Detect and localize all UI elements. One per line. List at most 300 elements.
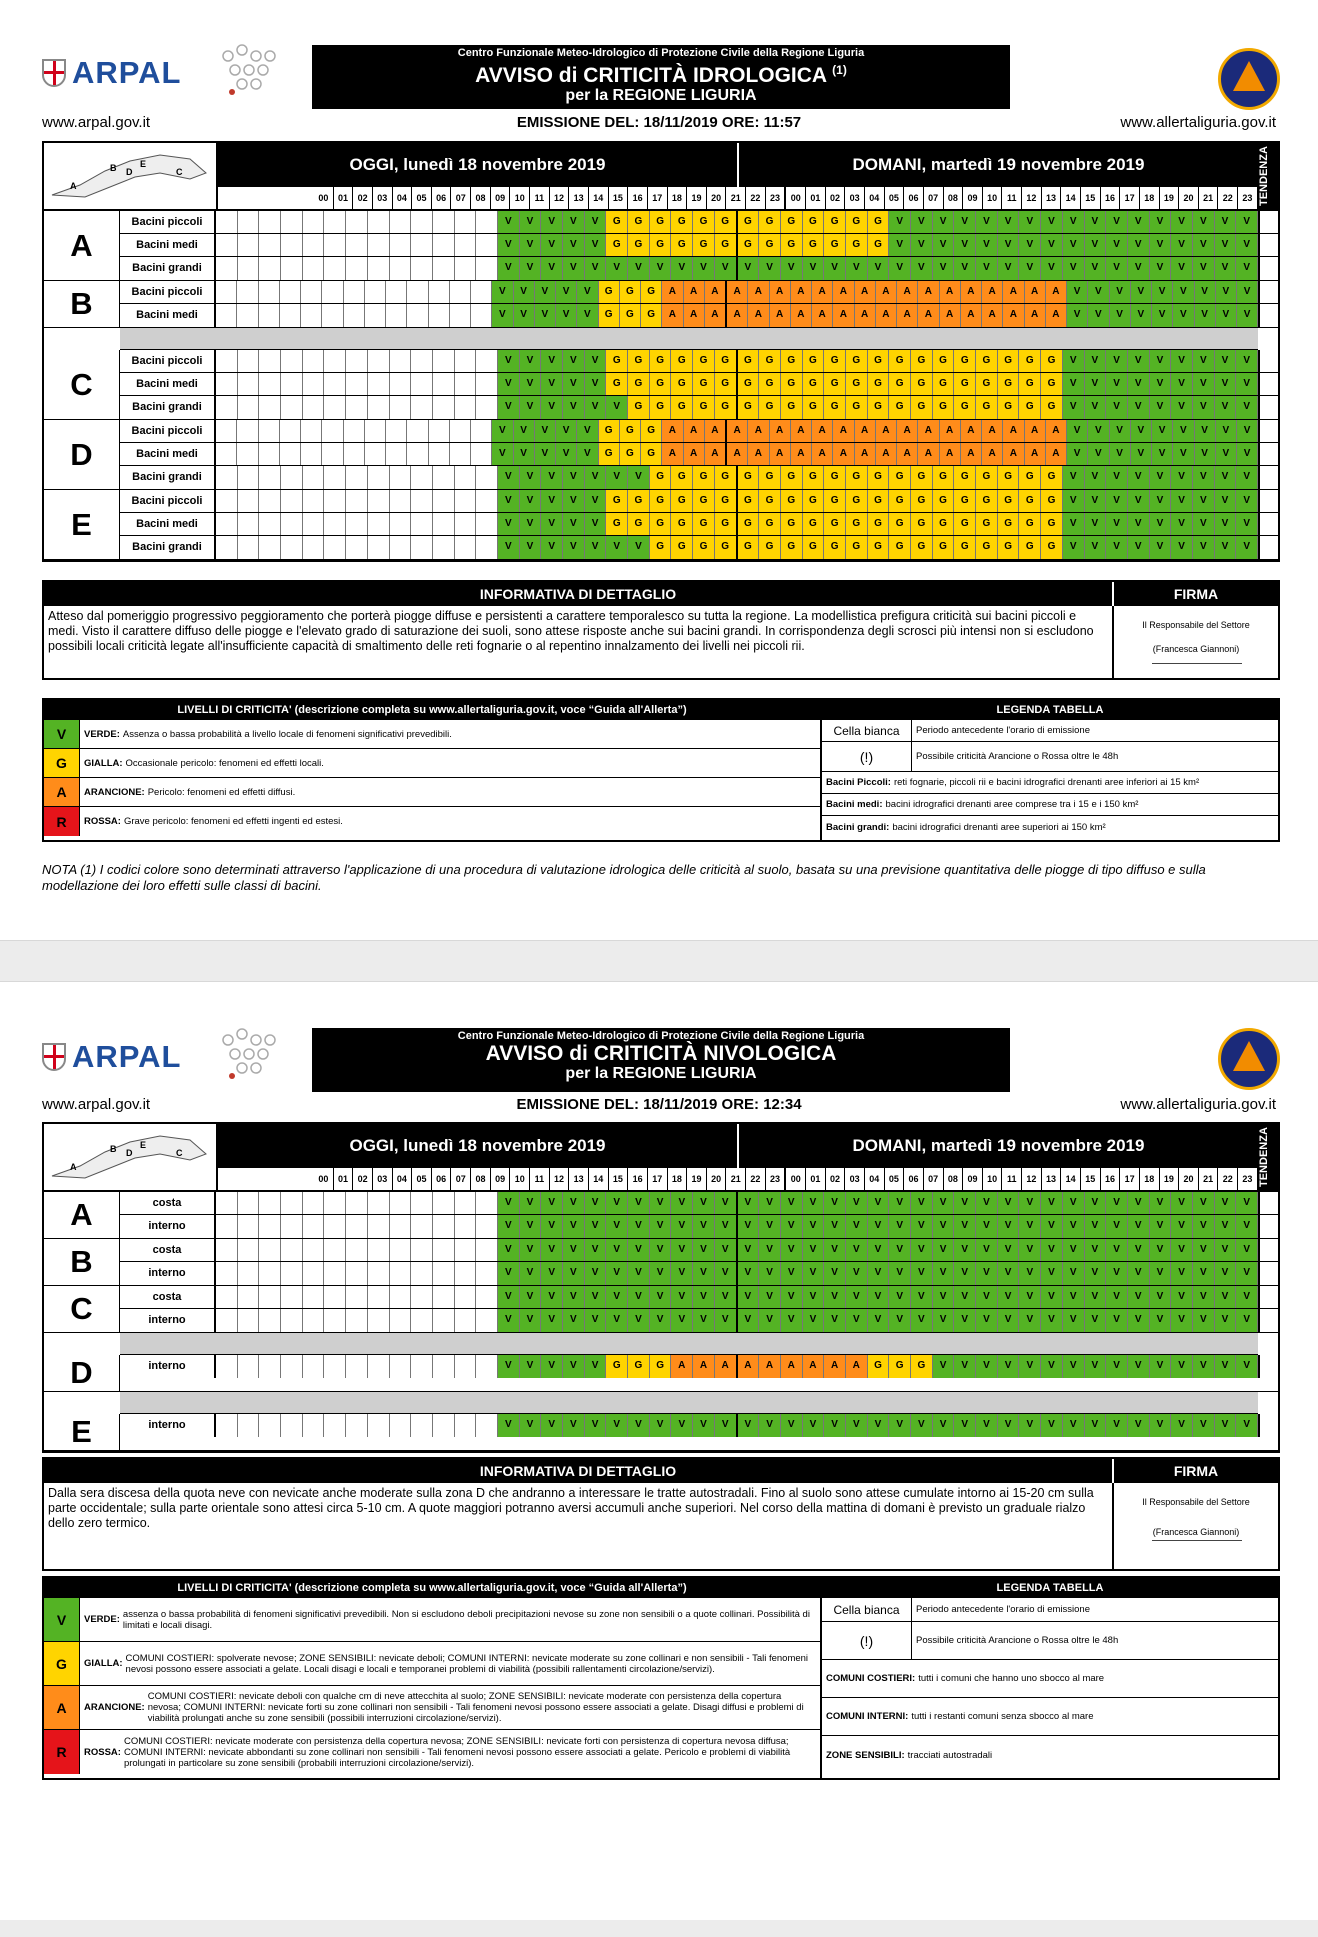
hour-cell: V <box>715 1239 738 1261</box>
hour-cell: A <box>1025 443 1046 465</box>
hour-cell: V <box>1173 281 1194 303</box>
hour-cell: A <box>982 443 1003 465</box>
hour-cell <box>346 257 368 280</box>
legend-excl-key: (!) <box>822 742 912 771</box>
hour-cell: V <box>1106 1414 1128 1437</box>
table-row <box>120 234 1278 257</box>
hour-cell <box>476 513 498 535</box>
hour-cell: V <box>563 536 585 559</box>
hour-label: 09 <box>963 1168 983 1190</box>
hour-cell: V <box>933 1309 955 1332</box>
hour-cell: V <box>846 1414 868 1437</box>
hour-cell: V <box>846 1286 868 1308</box>
today-header: OGGI, lunedì 18 novembre 2019 <box>218 143 739 187</box>
hour-label: 05 <box>412 187 432 209</box>
legend-item <box>822 816 1278 838</box>
hour-cell: V <box>541 1239 563 1261</box>
hour-cell: V <box>998 1239 1020 1261</box>
hour-cell: G <box>976 350 998 372</box>
hour-cell: V <box>954 257 976 280</box>
hour-cell <box>346 1309 368 1332</box>
hour-cell: V <box>563 1355 585 1378</box>
hour-cell: V <box>563 1286 585 1308</box>
hour-cell: G <box>846 350 868 372</box>
hour-cell: A <box>791 281 812 303</box>
hour-cell: A <box>940 443 961 465</box>
allertaliguria-link[interactable]: www.allertaliguria.gov.it <box>1120 114 1276 131</box>
hour-cell <box>346 1414 368 1437</box>
hour-cell <box>324 211 346 233</box>
hour-cell: V <box>1150 536 1172 559</box>
svg-text:A: A <box>70 1162 77 1172</box>
hours-row <box>218 187 1258 209</box>
hour-cell: V <box>1215 1355 1237 1378</box>
hour-cell: G <box>738 234 760 256</box>
hour-cell: V <box>1236 350 1258 372</box>
hour-cell: V <box>1019 1309 1041 1332</box>
hour-cell <box>386 443 407 465</box>
hour-cell <box>411 1215 433 1238</box>
hour-label: 20 <box>707 1168 727 1190</box>
hour-cell: V <box>1019 1192 1041 1214</box>
zone-letter: C <box>44 350 120 419</box>
hour-cell: V <box>1128 396 1150 419</box>
hour-cell: V <box>1128 350 1150 372</box>
hour-cell: A <box>770 443 791 465</box>
hour-cell: G <box>911 536 933 559</box>
hour-cell: V <box>671 257 693 280</box>
hour-cell: G <box>738 350 760 372</box>
row-label: Bacini medi <box>120 304 216 327</box>
hour-cell: G <box>650 536 672 559</box>
hour-cell: V <box>498 1239 520 1261</box>
row-label: Bacini grandi <box>120 396 216 419</box>
hour-cell <box>238 1262 260 1285</box>
hour-cell: V <box>803 1192 825 1214</box>
hour-cell: V <box>868 1414 890 1437</box>
hour-cell: V <box>933 1414 955 1437</box>
hour-cell: V <box>781 1414 803 1437</box>
hour-cell: V <box>1171 373 1193 395</box>
hour-cell <box>455 373 477 395</box>
hour-cell: V <box>933 1262 955 1285</box>
hour-cell: V <box>846 1215 868 1238</box>
hour-cell: A <box>770 304 791 327</box>
hour-cell: V <box>650 1309 672 1332</box>
hour-cell: G <box>620 443 641 465</box>
hour-label: 23 <box>766 1168 787 1190</box>
hour-cell: G <box>599 420 620 442</box>
hour-cell: V <box>498 257 520 280</box>
arpal-logo-text: ARPAL <box>72 1039 182 1074</box>
hour-cell: V <box>1063 1239 1085 1261</box>
hour-cell: V <box>1193 1286 1215 1308</box>
hour-cell: G <box>889 490 911 512</box>
hour-cell <box>238 1192 260 1214</box>
hour-cell: V <box>1236 396 1258 419</box>
hour-cell: G <box>998 466 1020 489</box>
hour-cell <box>324 536 346 559</box>
hour-cell: V <box>1063 536 1085 559</box>
hour-cell: V <box>1128 1309 1150 1332</box>
hour-cell <box>238 466 260 489</box>
hour-cell: V <box>1085 1309 1107 1332</box>
tendenza-cell <box>1258 1309 1278 1332</box>
row-cells <box>216 1355 1258 1378</box>
hour-cell <box>386 420 407 442</box>
arpal-link[interactable]: www.arpal.gov.it <box>42 114 151 131</box>
zone-letter: D <box>44 1355 120 1391</box>
hour-cell: V <box>1193 211 1215 233</box>
hour-cell: G <box>620 281 641 303</box>
hour-cell: V <box>520 396 542 419</box>
hour-cell: V <box>520 1309 542 1332</box>
hour-cell: G <box>738 536 760 559</box>
hour-cell <box>368 234 390 256</box>
hour-cell: A <box>897 443 918 465</box>
hour-cell: G <box>824 490 846 512</box>
hour-cell: V <box>1237 420 1258 442</box>
tendenza-cell <box>1258 350 1278 372</box>
hour-label: 06 <box>904 187 924 209</box>
legend-item-text <box>822 816 1278 838</box>
hour-cell: V <box>1063 1192 1085 1214</box>
arpal-link[interactable]: www.arpal.gov.it <box>42 1096 151 1113</box>
hour-cell <box>433 466 455 489</box>
hour-label: 10 <box>510 187 530 209</box>
hour-cell: V <box>520 1286 542 1308</box>
hour-cell: V <box>693 1309 715 1332</box>
hour-cell: V <box>541 1286 563 1308</box>
hour-label: 17 <box>1120 1168 1140 1190</box>
hour-cell <box>455 1239 477 1261</box>
hour-cell: A <box>693 1355 715 1378</box>
hour-cell: A <box>1003 443 1024 465</box>
hour-cell: G <box>650 513 672 535</box>
hour-label: 07 <box>924 187 944 209</box>
hour-label: 02 <box>353 1168 373 1190</box>
hour-cell <box>237 420 258 442</box>
hour-cell: V <box>585 396 607 419</box>
hour-cell <box>411 1239 433 1261</box>
legend-excl-value: Possibile criticità Arancione o Rossa oltre le 48h <box>916 1635 1119 1646</box>
hour-cell: V <box>541 373 563 395</box>
hour-cell: V <box>803 1286 825 1308</box>
hour-cell <box>259 1309 281 1332</box>
row-cells <box>216 443 1258 465</box>
legend-item-name: Bacini Piccoli: <box>826 777 891 788</box>
hour-label: 22 <box>746 187 766 209</box>
hour-cell <box>324 513 346 535</box>
hour-cell: A <box>940 304 961 327</box>
table-row <box>120 1414 1278 1437</box>
hour-cell: V <box>541 490 563 512</box>
hour-cell: G <box>803 350 825 372</box>
hour-cell: G <box>628 490 650 512</box>
hour-cell <box>303 257 325 280</box>
hour-cell: V <box>693 1262 715 1285</box>
tendenza-cell <box>1258 373 1278 395</box>
hour-cell <box>259 304 280 327</box>
hour-cell: V <box>803 1262 825 1285</box>
hour-cell: A <box>684 281 705 303</box>
hour-cell: V <box>520 1414 542 1437</box>
hour-cell: G <box>824 513 846 535</box>
legend-bianca-value: Periodo antecedente l'orario di emissione <box>916 725 1090 736</box>
svg-text:C: C <box>176 1148 183 1158</box>
hour-label: 13 <box>1042 187 1062 209</box>
zone-a <box>44 211 1278 281</box>
hour-cell: V <box>498 513 520 535</box>
row-cells <box>216 281 1258 303</box>
legend-item-desc: tutti i restanti comuni senza sbocco al mare <box>911 1711 1094 1722</box>
hour-cell: V <box>1106 536 1128 559</box>
hour-cell: V <box>1236 1355 1258 1378</box>
hour-cell: V <box>1236 490 1258 512</box>
legend-item-desc: tracciati autostradali <box>907 1749 993 1761</box>
hour-label: 12 <box>550 1168 570 1190</box>
hour-cell <box>322 281 343 303</box>
hour-cell: V <box>1019 1286 1041 1308</box>
hour-cell <box>433 1239 455 1261</box>
hour-cell: V <box>846 1262 868 1285</box>
hour-cell: G <box>781 350 803 372</box>
hour-cell: G <box>824 466 846 489</box>
hour-cell: V <box>606 1414 628 1437</box>
level-row <box>44 749 820 778</box>
legend-item-name: Bacini grandi: <box>826 821 890 833</box>
hour-cell: G <box>650 490 672 512</box>
hour-cell: V <box>1128 513 1150 535</box>
hour-cell: V <box>1085 1262 1107 1285</box>
hour-cell: G <box>759 490 781 512</box>
hour-cell: V <box>1085 490 1107 512</box>
hour-cell: A <box>1046 420 1067 442</box>
hour-cell <box>390 536 412 559</box>
hour-cell <box>476 466 498 489</box>
hour-cell <box>390 373 412 395</box>
tendenza-cell <box>1258 304 1278 327</box>
hour-cell: V <box>1193 536 1215 559</box>
hour-cell <box>324 466 346 489</box>
legend-items <box>822 1660 1278 1774</box>
tendenza-cell <box>1258 234 1278 256</box>
levels-list <box>44 720 820 836</box>
hour-label: 15 <box>1081 1168 1101 1190</box>
hour-cell: G <box>933 513 955 535</box>
hour-label: 09 <box>491 1168 511 1190</box>
hour-cell: G <box>1041 513 1063 535</box>
tendenza-cell <box>1258 536 1278 559</box>
hour-cell <box>281 1192 303 1214</box>
hour-cell: V <box>781 1239 803 1261</box>
hour-cell: V <box>628 1286 650 1308</box>
hour-cell <box>433 1414 455 1437</box>
hour-cell <box>455 1215 477 1238</box>
hour-cell <box>368 257 390 280</box>
hour-cell <box>324 396 346 419</box>
row-cells <box>216 1262 1258 1285</box>
hour-cell <box>368 1262 390 1285</box>
hour-label: 10 <box>510 1168 530 1190</box>
level-description <box>80 1642 820 1685</box>
hour-cell <box>324 1286 346 1308</box>
hour-cell: G <box>933 490 955 512</box>
hour-cell <box>344 281 365 303</box>
hour-cell <box>471 420 492 442</box>
informativa-title: INFORMATIVA DI DETTAGLIO <box>479 586 677 602</box>
tomorrow-header: DOMANI, martedì 19 novembre 2019 <box>852 155 1145 174</box>
hour-cell: V <box>1063 1355 1085 1378</box>
legend-title: LEGENDA TABELLA <box>822 700 1278 720</box>
hour-cell <box>390 396 412 419</box>
hour-cell: V <box>715 1414 738 1437</box>
hour-cell: V <box>606 1309 628 1332</box>
hour-cell: G <box>933 373 955 395</box>
hour-cell <box>476 1309 498 1332</box>
hour-cell: G <box>606 211 628 233</box>
hour-cell: A <box>791 443 812 465</box>
hour-cell <box>476 1355 498 1378</box>
hour-cell: A <box>748 281 769 303</box>
row-cells <box>216 1239 1258 1261</box>
hour-cell: G <box>1019 373 1041 395</box>
row-label: interno <box>120 1355 216 1378</box>
hour-cell: V <box>1193 234 1215 256</box>
zone-rows <box>120 211 1278 280</box>
row-cells <box>216 1414 1258 1437</box>
tendenza-cell <box>1258 490 1278 512</box>
hour-cell: V <box>1063 234 1085 256</box>
hour-cell: V <box>889 1309 911 1332</box>
hour-cell: A <box>961 420 982 442</box>
hour-cell <box>346 1192 368 1214</box>
firma-name: (Francesca Giannoni) <box>1152 1527 1240 1537</box>
hour-cell <box>281 466 303 489</box>
row-label: costa <box>120 1286 216 1308</box>
hour-cell: V <box>1171 396 1193 419</box>
hour-cell: A <box>684 304 705 327</box>
protezione-civile-emblem-icon <box>1218 48 1280 110</box>
hour-cell <box>390 1309 412 1332</box>
liguria-shield-icon <box>42 1043 66 1071</box>
hour-cell: V <box>1041 257 1063 280</box>
hour-cell: V <box>1128 234 1150 256</box>
allertaliguria-link[interactable]: www.allertaliguria.gov.it <box>1120 1096 1276 1113</box>
hour-cell <box>324 373 346 395</box>
hour-cell: G <box>954 513 976 535</box>
hour-label: 16 <box>1101 187 1121 209</box>
hour-cell <box>324 490 346 512</box>
hour-cell <box>433 350 455 372</box>
hour-cell: V <box>759 1239 781 1261</box>
hour-cell: V <box>520 466 542 489</box>
hour-cell: A <box>982 420 1003 442</box>
hour-cell: V <box>1063 513 1085 535</box>
level-name: GIALLA: <box>84 1658 123 1669</box>
hour-cell: V <box>1041 1192 1063 1214</box>
hour-cell: V <box>1088 281 1109 303</box>
hour-cell <box>280 420 301 442</box>
hour-cell: V <box>1131 281 1152 303</box>
row-label: costa <box>120 1239 216 1261</box>
hour-cell <box>238 536 260 559</box>
hour-label: 14 <box>1061 187 1081 209</box>
hour-cell: G <box>693 466 715 489</box>
hour-cell <box>259 490 281 512</box>
hour-cell: V <box>781 1192 803 1214</box>
legend-item-name: COMUNI INTERNI: <box>826 1711 909 1722</box>
hour-cell: G <box>846 373 868 395</box>
level-text: assenza o bassa probabilità di fenomeni significativi prevedibili. Non si escludono deboli precipitazioni nevose su zone non sensibili o a quote collinari. Possibilità di limitati e locali disagi. <box>122 1608 810 1631</box>
hour-cell: V <box>976 1215 998 1238</box>
hour-cell: V <box>976 211 998 233</box>
hour-label: 18 <box>668 1168 688 1190</box>
hour-cell: G <box>715 373 738 395</box>
header-centro: Centro Funzionale Meteo-Idrologico di Protezione Civile della Regione Liguria <box>457 1030 865 1042</box>
hour-cell: V <box>1150 1215 1172 1238</box>
hour-cell <box>281 211 303 233</box>
hour-cell <box>301 420 322 442</box>
legend-item-desc: tutti i comuni che hanno uno sbocco al mare <box>918 1673 1105 1684</box>
hour-cell: G <box>759 536 781 559</box>
hour-cell: V <box>868 257 890 280</box>
hour-cell: G <box>803 234 825 256</box>
hour-cell: V <box>889 257 911 280</box>
hour-cell: V <box>628 1309 650 1332</box>
hour-cell: V <box>976 234 998 256</box>
hour-cell: V <box>577 443 598 465</box>
hour-label: 15 <box>609 187 629 209</box>
hour-label: 06 <box>432 187 452 209</box>
hour-cell <box>433 536 455 559</box>
hour-cell: V <box>693 1286 715 1308</box>
hour-cell <box>411 1414 433 1437</box>
hour-cell: V <box>759 1286 781 1308</box>
hour-cell: V <box>514 281 535 303</box>
hour-cell: V <box>911 1262 933 1285</box>
hour-cell: G <box>781 536 803 559</box>
hour-cell: V <box>1236 234 1258 256</box>
hour-cell: V <box>889 1215 911 1238</box>
hour-cell: V <box>1019 211 1041 233</box>
hour-cell: V <box>1152 281 1173 303</box>
hour-label: 23 <box>1238 1168 1258 1190</box>
hour-cell: V <box>671 1262 693 1285</box>
hour-cell <box>368 1239 390 1261</box>
hour-cell: A <box>918 281 939 303</box>
hour-cell <box>429 281 450 303</box>
legend-item <box>822 794 1278 816</box>
hour-cell: V <box>1215 396 1237 419</box>
row-label: Bacini piccoli <box>120 420 216 442</box>
hour-cell <box>411 350 433 372</box>
hour-label: 20 <box>707 187 727 209</box>
hour-cell <box>433 1286 455 1308</box>
hour-cell: V <box>498 211 520 233</box>
hour-cell <box>433 1355 455 1378</box>
hour-cell <box>433 513 455 535</box>
hour-cell <box>365 420 386 442</box>
hour-cell: V <box>759 1262 781 1285</box>
firma-role: Il Responsabile del Settore <box>1142 1497 1250 1507</box>
hour-cell: G <box>641 443 662 465</box>
hour-cell: V <box>520 234 542 256</box>
hour-cell <box>324 350 346 372</box>
hour-cell: V <box>1063 1215 1085 1238</box>
hour-cell <box>324 1215 346 1238</box>
hour-cell <box>368 211 390 233</box>
